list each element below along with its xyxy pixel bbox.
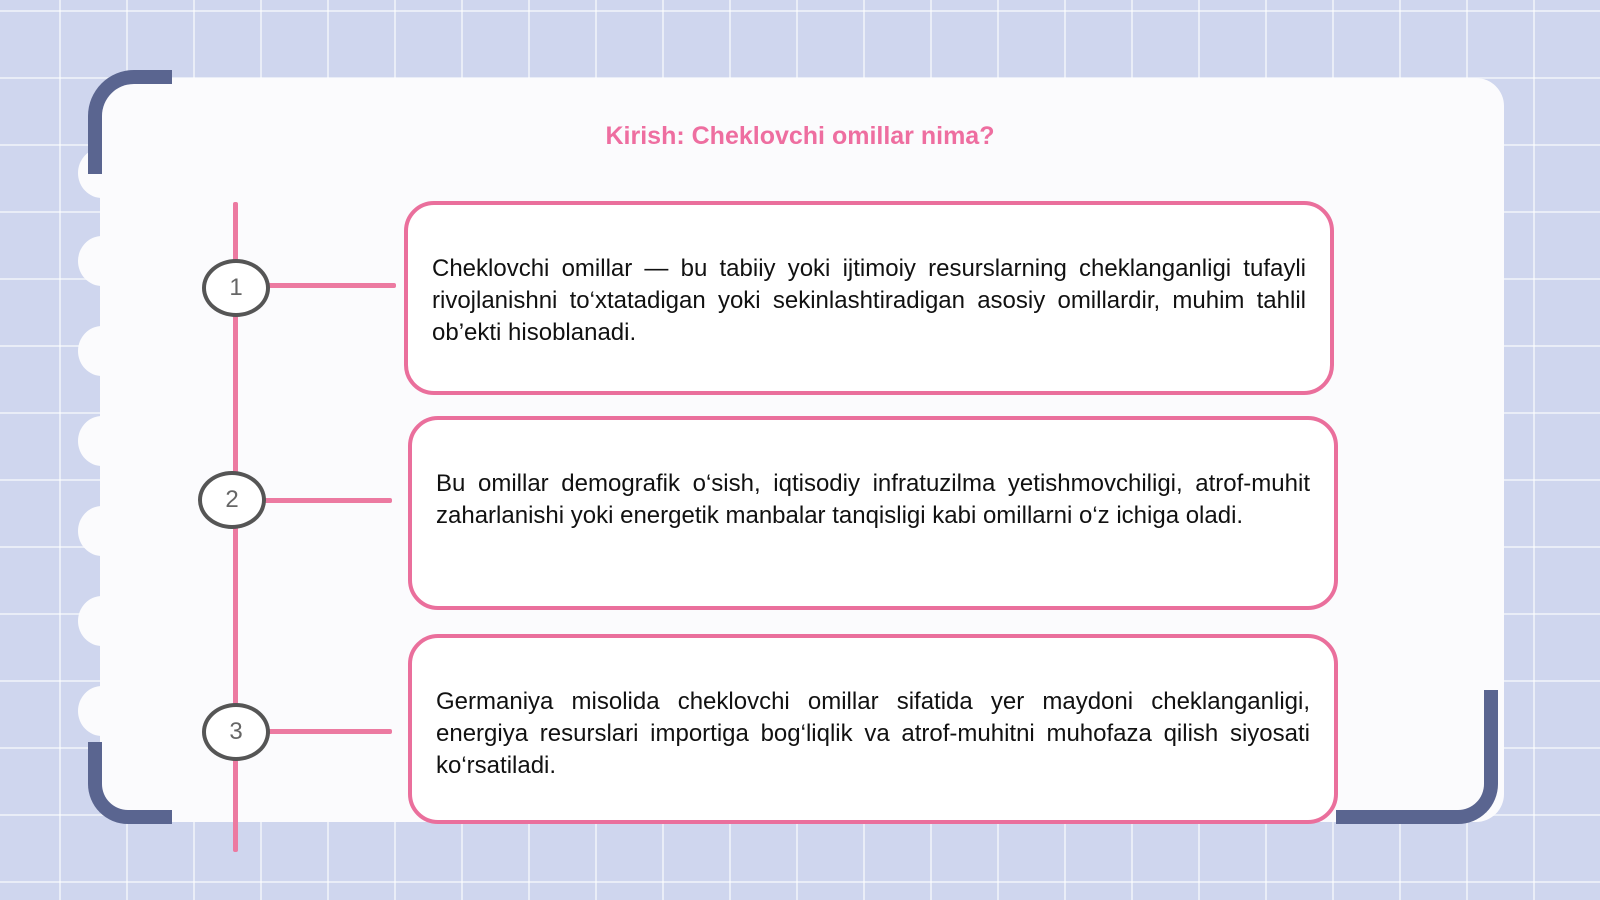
binder-hole xyxy=(78,596,126,646)
slide-title: Kirish: Cheklovchi omillar nima? xyxy=(605,122,995,150)
binder-hole xyxy=(78,506,126,556)
info-card-1 xyxy=(404,201,1334,395)
info-card-text: Bu omillar demografik o‘sish, iqtisodiy infratuzilma yetishmovchiligi, atrof-muhit zaharlanishi yoki energetik manbalar tanqisligi kabi omillarni o‘z ichiga oladi. xyxy=(436,470,1310,529)
binder-hole xyxy=(78,416,126,466)
timeline-connector-3 xyxy=(266,729,392,734)
info-card-2 xyxy=(408,416,1338,610)
timeline-connector-1 xyxy=(266,283,396,288)
step-number-3: 3 xyxy=(202,703,270,761)
step-number-1: 1 xyxy=(202,259,270,317)
info-card-text: Germaniya misolida cheklovchi omillar sifatida yer maydoni cheklanganligi, energiya resurslari importiga bog‘liqlik va atrof-muhitni muhofaza qilish siyosati ko‘rsatiladi. xyxy=(436,688,1310,779)
binder-hole xyxy=(78,686,126,736)
corner-bracket-bottom-left xyxy=(88,742,172,824)
info-card-3 xyxy=(408,634,1338,824)
info-card-text: Cheklovchi omillar — bu tabiiy yoki ijtimoiy resurslarning cheklanganligi tufayli rivojlanishni to‘xtatadigan yoki sekinlashtiradigan asosiy omillardir, muhim tahlil ob’ekti hisoblanadi. xyxy=(432,255,1306,346)
corner-bracket-bottom-right xyxy=(1336,690,1498,824)
corner-bracket-top-left xyxy=(88,70,172,174)
binder-hole xyxy=(78,326,126,376)
timeline-connector-2 xyxy=(262,498,392,503)
binder-hole xyxy=(78,236,126,286)
step-number-2: 2 xyxy=(198,471,266,529)
